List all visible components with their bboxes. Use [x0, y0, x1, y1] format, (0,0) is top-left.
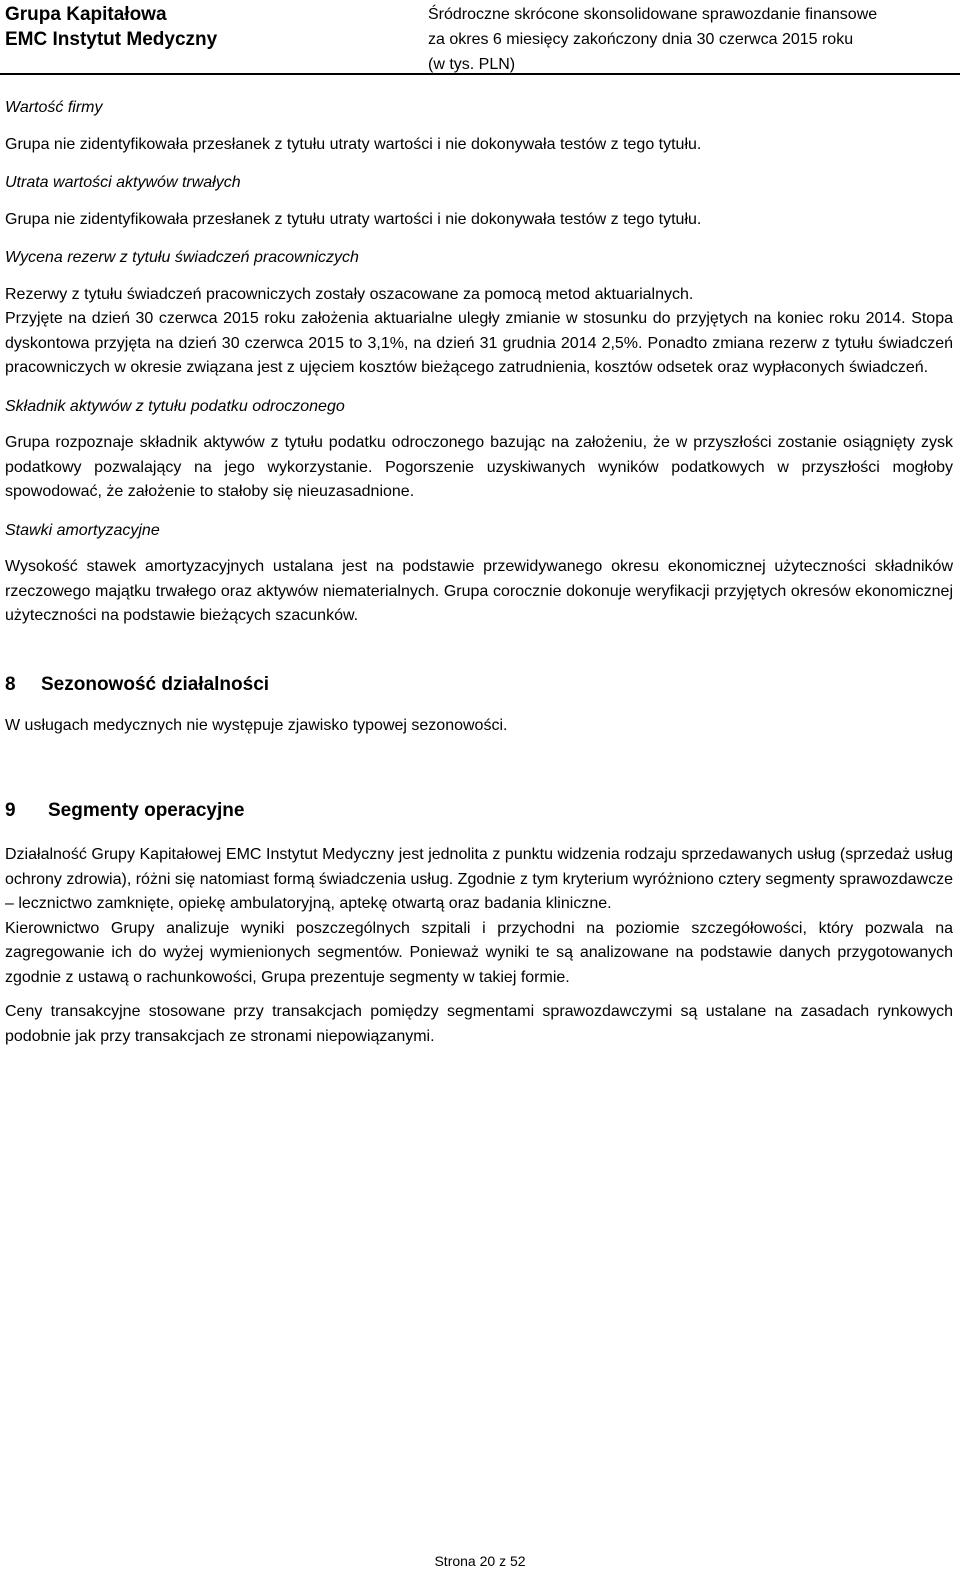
company-line-2: EMC Instytut Medyczny	[5, 29, 218, 50]
section-title-deferred-tax: Składnik aktywów z tytułu podatku odroczonego	[5, 397, 345, 415]
chapter-9-heading	[5, 799, 953, 824]
section-title-impairment: Utrata wartości aktywów trwałych	[5, 174, 241, 191]
paragraph-provisions-2: Przyjęte na dzień 30 czerwca 2015 roku założenia aktuarialne uległy zmianie w stosunku do przyjętych na koniec roku 2014. Stopa dyskontowa przyjęta na dzień 30 czerwca 2015 to 3,1%, na dzień 31 grudnia 2014 2,5%. Ponadto zmiana rezerw z tytułu świadczeń pracowniczych w okresie związana jest z ujęciem kosztów bieżącego zatrudnienia, kosztów odsetek oraz wypłaconych świadczeń.	[5, 310, 953, 376]
report-line-3: (w tys. PLN)	[428, 56, 516, 73]
paragraph-deferred-tax: Grupa rozpoznaje składnik aktywów z tytułu podatku odroczonego bazując na założeniu, że w przyszłości zostanie osiągnięty zysk podatkowy pozwalający na jego wykorzystanie. Pogorszenie uzyskiwanych wyników podatkowych w przyszłości mogłoby spowodować, że założenie to stałoby się nieuzasadnione.	[5, 434, 953, 500]
header-divider	[0, 73, 960, 75]
chapter-8-number: 8	[5, 673, 16, 695]
section-title-provisions: Wycena rezerw z tytułu świadczeń pracowniczych	[5, 249, 359, 266]
paragraph-depreciation: Wysokość stawek amortyzacyjnych ustalana jest na podstawie przewidywanego okresu ekonomicznej użyteczności składników rzeczowego majątku trwałego oraz aktywów niematerialnych. Grupa corocznie dokonuje weryfikacji przyjętych okresów ekonomicznej użyteczności na podstawie bieżących szacunków.	[5, 558, 953, 624]
paragraph-goodwill: Grupa nie zidentyfikowała przesłanek z tytułu utraty wartości i nie dokonywała testów z tego tytułu.	[5, 135, 702, 153]
chapter-9-title: Segmenty operacyjne	[48, 799, 245, 821]
report-line-2: za okres 6 miesięcy zakończony dnia 30 czerwca 2015 roku	[428, 31, 854, 48]
chapter-9-number: 9	[5, 799, 16, 821]
paragraph-impairment: Grupa nie zidentyfikowała przesłanek z tytułu utraty wartości i nie dokonywała testów z tego tytułu.	[5, 210, 702, 228]
report-line-1: Śródroczne skrócone skonsolidowane sprawozdanie finansowe	[428, 6, 878, 23]
report-title	[428, 2, 877, 77]
company-line-1: Grupa Kapitałowa	[5, 4, 167, 25]
paragraph-segments-1: Działalność Grupy Kapitałowej EMC Instytut Medyczny jest jednolita z punktu widzenia rodzaju sprzedawanych usług (sprzedaż usług ochrony zdrowia), różni się natomiast formą świadczenia usług. Zgodnie z tym kryterium wyróżniono cztery segmenty sprawozdawcze – lecznictwo zamknięte, opiekę ambulatoryjną, aptekę otwartą oraz badania kliniczne.	[5, 846, 953, 912]
paragraph-segments-3: Ceny transakcyjne stosowane przy transakcjach pomiędzy segmentami sprawozdawczymi są ustalane na zasadach rynkowych podobnie jak przy transakcjach ze stronami niepowiązanymi.	[5, 1003, 953, 1045]
chapter-8-heading	[5, 673, 953, 698]
chapter-8-title: Sezonowość działalności	[41, 673, 270, 695]
paragraph-segments-2: Kierownictwo Grupy analizuje wyniki poszczególnych szpitali i przychodni na poziomie szczegółowości, który pozwala na zagregowanie ich do wyżej wymienionych segmentów. Ponieważ wyniki te są analizowane na podstawie danych przygotowanych zgodnie z ustawą o rachunkowości, Grupa prezentuje segmenty w takiej formie.	[5, 919, 953, 986]
paragraph-seasonality: W usługach medycznych nie występuje zjawisko typowej sezonowości.	[5, 717, 508, 734]
company-name	[5, 2, 217, 52]
paragraph-provisions-1: Rezerwy z tytułu świadczeń pracowniczych zostały oszacowane za pomocą metod aktuarialnych.	[5, 285, 694, 303]
page-number: Strona 20 z 52	[434, 1553, 526, 1569]
page-header	[0, 0, 960, 72]
document-body	[5, 96, 953, 1049]
section-title-goodwill: Wartość firmy	[5, 99, 103, 116]
section-title-depreciation: Stawki amortyzacyjne	[5, 521, 160, 539]
